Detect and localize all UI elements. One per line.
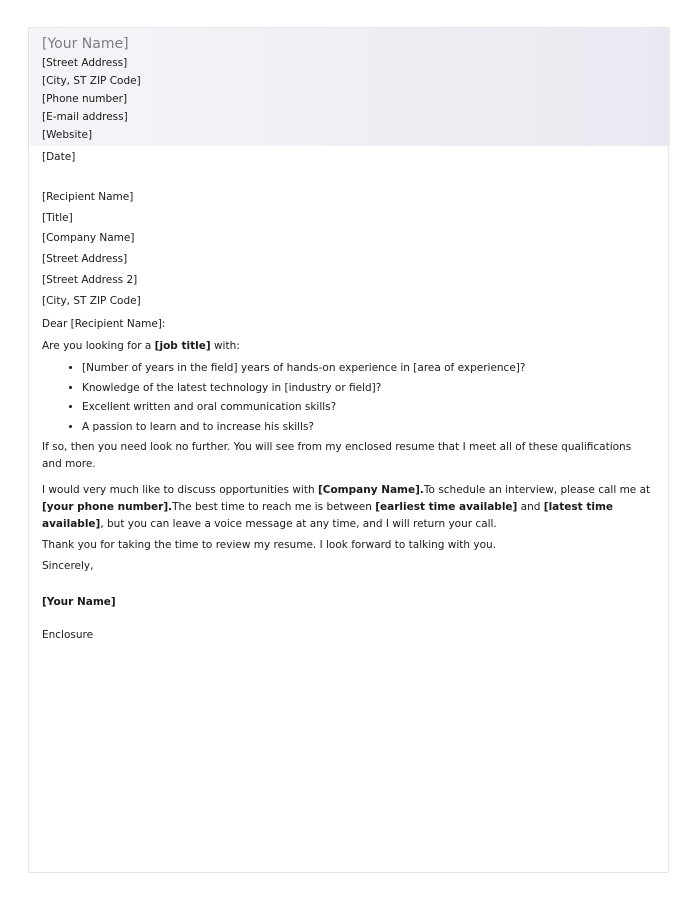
- earliest-time-placeholder: [earliest time available]: [375, 501, 518, 514]
- recipient-city[interactable]: [City, ST ZIP Code]: [42, 294, 141, 307]
- intro-paragraph[interactable]: [42, 338, 652, 355]
- signature-name-text: [Your Name]: [42, 596, 116, 609]
- list-item[interactable]: • A passion to learn and to increase his skills?: [82, 418, 652, 438]
- sender-email[interactable]: [E-mail address]: [42, 111, 128, 123]
- recipient-name[interactable]: [Recipient Name]: [42, 191, 134, 203]
- intro-text-end: with:: [210, 340, 240, 353]
- para2-text: The best time to reach me is between: [172, 501, 376, 514]
- recipient-company[interactable]: [Company Name]: [42, 232, 135, 245]
- list-item[interactable]: • [Number of years in the field] years of hands-on experience in [area of experience]?: [82, 359, 652, 379]
- job-title-placeholder: [job title]: [154, 340, 211, 353]
- list-item[interactable]: • Knowledge of the latest technology in [industry or field]?: [82, 379, 652, 399]
- para2-text: I would very much like to discuss opportunities with: [42, 484, 318, 497]
- para2-text: and: [517, 501, 544, 514]
- latest-time-placeholder: [latest time available]: [42, 501, 614, 531]
- phone-placeholder: [your phone number].: [42, 501, 173, 514]
- recipient-street[interactable]: [Street Address]: [42, 253, 128, 266]
- sender-website[interactable]: [Website]: [42, 129, 93, 141]
- enclosure-note[interactable]: Enclosure: [42, 629, 94, 642]
- sender-city[interactable]: [City, ST ZIP Code]: [42, 75, 141, 87]
- sender-block: [42, 35, 652, 144]
- body-paragraph-1[interactable]: If so, then you need look no further. You will see from my enclosed resume that I meet all of these qualifications and more.: [42, 441, 632, 471]
- letter-content: [42, 35, 652, 644]
- sender-name[interactable]: [Your Name]: [42, 36, 129, 52]
- letter-page: [28, 27, 669, 873]
- sender-street[interactable]: [Street Address]: [42, 57, 128, 69]
- list-item[interactable]: • Excellent written and oral communication skills?: [82, 398, 652, 418]
- recipient-street2[interactable]: [Street Address 2]: [42, 273, 138, 286]
- closing[interactable]: Sincerely,: [42, 560, 94, 573]
- body-paragraph-2[interactable]: [42, 482, 652, 533]
- salutation[interactable]: Dear [Recipient Name]:: [42, 318, 166, 331]
- qualifications-list: [42, 359, 652, 437]
- sender-phone[interactable]: [Phone number]: [42, 93, 128, 105]
- intro-text: Are you looking for a: [42, 340, 155, 353]
- company-name-placeholder: [Company Name].: [317, 484, 424, 497]
- recipient-block: [42, 187, 652, 311]
- para2-text: To schedule an interview, please call me at: [423, 484, 651, 497]
- letter-date[interactable]: [Date]: [42, 151, 76, 163]
- recipient-title[interactable]: [Title]: [42, 211, 73, 224]
- signature-name[interactable]: [42, 594, 652, 611]
- body-paragraph-3[interactable]: Thank you for taking the time to review my resume. I look forward to talking with you.: [42, 539, 497, 552]
- para2-text: , but you can leave a voice message at any time, and I will return your call.: [100, 518, 497, 531]
